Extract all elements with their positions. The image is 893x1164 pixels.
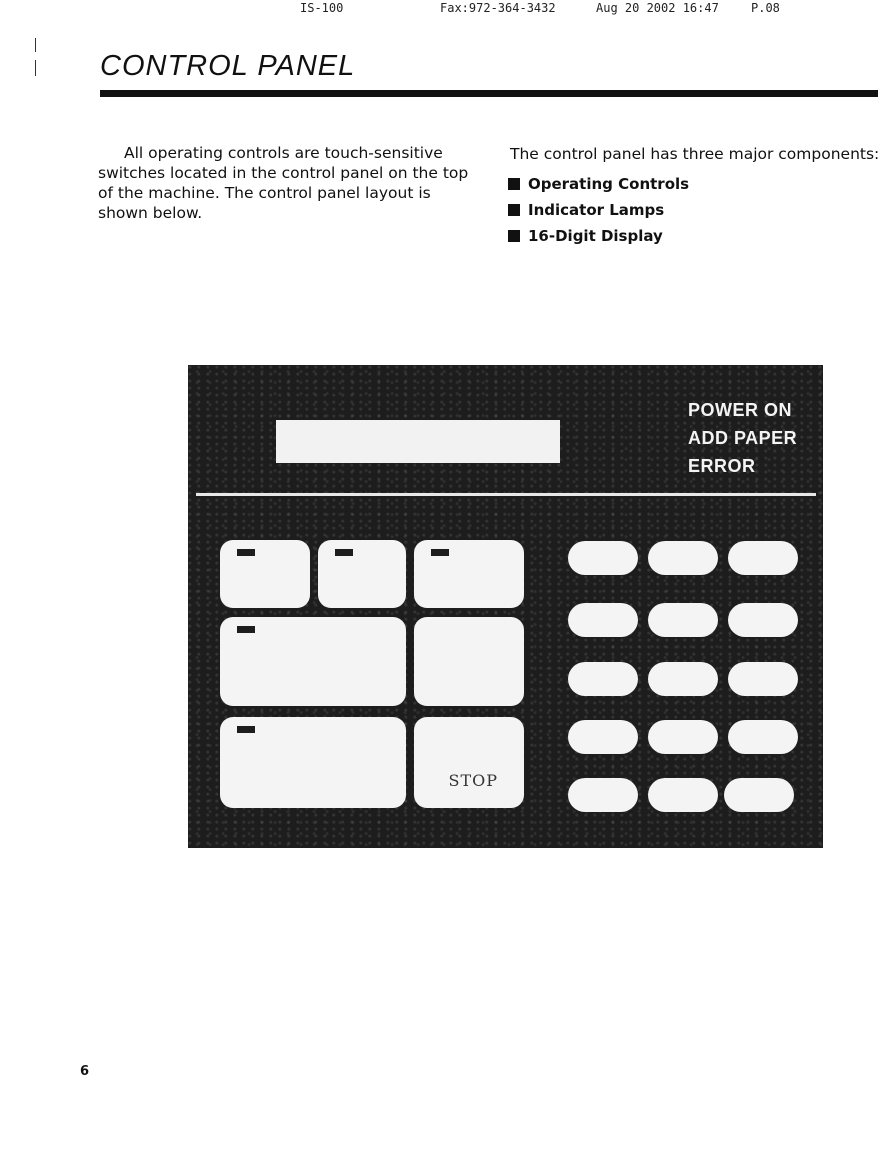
keypad-key: [728, 541, 798, 575]
fax-header-page: P.08: [751, 1, 780, 15]
list-item: [508, 171, 689, 197]
control-panel-photo: [188, 365, 823, 848]
component-label: 16-Digit Display: [528, 227, 663, 245]
keypad-key: [568, 603, 638, 637]
indicator-power-on: POWER ON: [688, 400, 793, 420]
list-item: [508, 197, 689, 223]
key-lamp: [335, 549, 353, 556]
keypad-key: [568, 778, 638, 812]
keypad-key: [648, 603, 718, 637]
fax-header: [0, 0, 893, 18]
bullet-square-icon: [508, 230, 520, 242]
stop-key: [414, 717, 524, 808]
bullet-square-icon: [508, 178, 520, 190]
digit-display-window: [276, 420, 560, 463]
function-key: [220, 540, 310, 608]
key-lamp: [237, 549, 255, 556]
function-key: [318, 540, 406, 608]
fax-header-id: IS-100: [300, 1, 344, 15]
component-label: Operating Controls: [528, 175, 690, 193]
function-key: [414, 540, 524, 608]
keypad-key: [648, 720, 718, 754]
keypad-key: [648, 541, 718, 575]
keypad-key: [648, 662, 718, 696]
keypad-key: [728, 720, 798, 754]
function-key: [220, 717, 406, 808]
function-key: [414, 617, 524, 706]
keypad-key: [648, 778, 718, 812]
fax-header-number: Fax:972-364-3432: [440, 1, 556, 15]
keypad-key: [728, 603, 798, 637]
list-item: [508, 223, 689, 249]
indicator-error: ERROR: [688, 456, 756, 476]
keypad-key: [724, 778, 794, 812]
bullet-square-icon: [508, 204, 520, 216]
fax-header-date: Aug 20 2002 16:47: [596, 1, 719, 15]
intro-paragraph: All operating controls are touch-sensitive switches located in the control panel on the top of the machine. The control panel layout is shown below.: [98, 144, 469, 222]
panel-divider: [196, 493, 816, 496]
margin-mark: [35, 60, 36, 76]
keypad-key: [568, 662, 638, 696]
margin-mark: [35, 38, 36, 52]
component-label: Indicator Lamps: [528, 201, 665, 219]
indicator-add-paper: ADD PAPER: [688, 428, 798, 448]
function-key: [220, 617, 406, 706]
page-title: CONTROL PANEL: [100, 50, 356, 82]
keypad-key: [568, 541, 638, 575]
key-lamp: [237, 726, 255, 733]
stop-key-label: STOP: [448, 771, 498, 790]
keypad-key: [728, 662, 798, 696]
title-rule: [100, 90, 878, 97]
components-list: [508, 171, 689, 249]
key-lamp: [431, 549, 449, 556]
components-intro: The control panel has three major components:: [510, 145, 880, 163]
keypad-key: [568, 720, 638, 754]
key-lamp: [237, 626, 255, 633]
page-number: 6: [80, 1064, 90, 1079]
